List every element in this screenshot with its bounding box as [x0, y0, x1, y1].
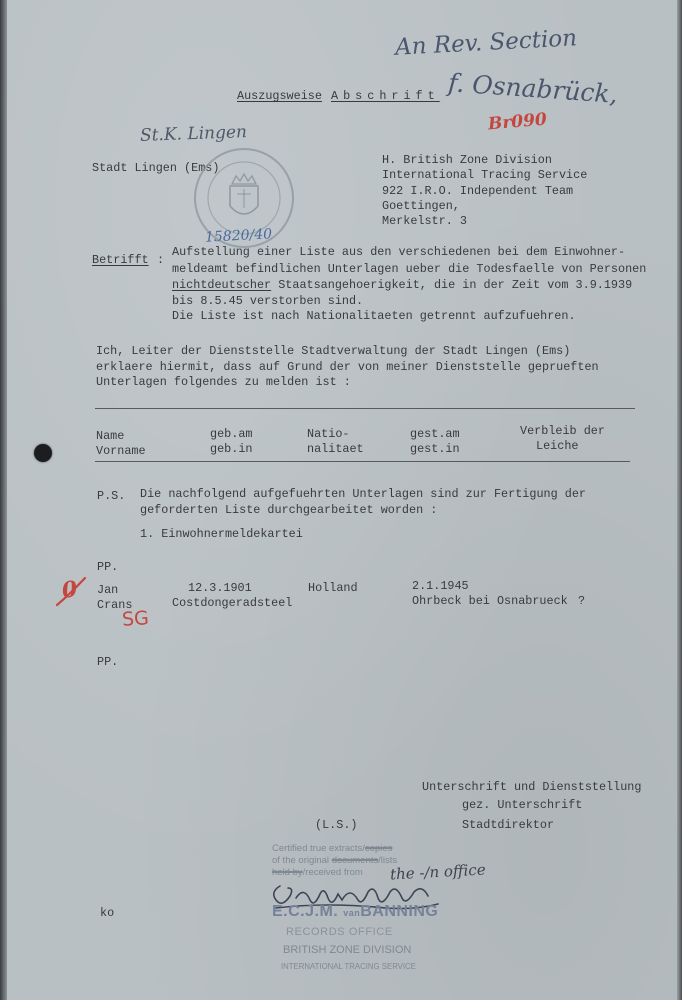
certifier-division: BRITISH ZONE DIVISION — [283, 944, 412, 956]
column-header: gest.in — [410, 442, 460, 456]
declaration-line: Unterlagen folgendes zu melden ist : — [96, 375, 351, 389]
handwritten-routing-line2: f. Osnabrück, — [447, 68, 619, 109]
handwritten-routing-line1: An Rev. Section — [394, 25, 578, 61]
subject-line-rest: Staatsangehoerigkeit, die in der Zeit vom 3.9.1939 — [271, 278, 633, 292]
certifier-service: INTERNATIONAL TRACING SERVICE — [281, 962, 416, 971]
table-cell-death-place: Ohrbeck bei Osnabrueck — [412, 594, 568, 608]
table-cell-vorname: Crans — [97, 598, 133, 612]
certification-struck: documents — [331, 855, 379, 866]
postscript-label: P.S. — [97, 489, 126, 503]
table-cell-death-date: 2.1.1945 — [412, 579, 469, 593]
recipient-line: Merkelstr. 3 — [382, 214, 467, 228]
seal-placeholder: (L.S.) — [315, 818, 358, 832]
recipient-line: International Tracing Service — [382, 168, 588, 182]
certification-handwritten-source: the -/n office — [389, 860, 487, 884]
subject-separator: : — [157, 253, 165, 267]
subject-label: Betrifft — [92, 253, 149, 267]
scan-left-edge — [0, 0, 7, 1000]
column-header: Vorname — [96, 444, 146, 458]
certifier-initials: E.C.J.M. — [272, 903, 339, 920]
table-header-rule — [95, 461, 630, 462]
table-cell-remains: ? — [578, 594, 586, 608]
recipient-line: Goettingen, — [382, 199, 460, 213]
certification-line — [272, 867, 363, 878]
signature-line: gez. Unterschrift — [462, 798, 583, 812]
declaration-line: Ich, Leiter der Dienststelle Stadtverwaltung der Stadt Lingen (Ems) — [96, 344, 571, 358]
column-header: geb.am — [210, 427, 253, 441]
certification-text: of the original — [272, 855, 332, 866]
column-header: nalitaet — [307, 442, 364, 456]
subject-line: Aufstellung einer Liste aus den verschiedenen bei dem Einwohner- — [172, 245, 626, 259]
signature-line: Stadtdirektor — [462, 818, 555, 832]
certifier-name — [272, 903, 438, 921]
red-mark: 0 — [60, 576, 80, 604]
column-header: Name — [96, 429, 125, 443]
postscript-line: geforderten Liste durchgearbeitet worden : — [140, 503, 438, 517]
document-heading-title: Abschrift — [331, 89, 440, 103]
column-header: Leiche — [536, 439, 579, 453]
pp-marker: PP. — [97, 560, 119, 574]
subject-line: meldeamt befindlichen Unterlagen ueber die Todesfaelle von Personen — [172, 262, 647, 276]
column-header: Verbleib der — [520, 424, 605, 438]
certification-line — [272, 843, 392, 854]
subject-emphasis: nichtdeutscher — [172, 278, 272, 292]
subject-line — [172, 278, 632, 292]
sender-name: Stadt Lingen (Ems) — [92, 161, 220, 175]
table-cell-nationality: Holland — [308, 581, 358, 595]
handwritten-place-note: St.K. Lingen — [139, 122, 248, 146]
certification-struck: held by — [272, 867, 303, 878]
table-cell-name: Jan — [97, 583, 119, 597]
certification-line — [272, 855, 397, 866]
certification-text: /received from — [302, 867, 363, 878]
column-header: geb.in — [210, 442, 253, 456]
certification-text: /lists — [378, 855, 398, 866]
punch-hole — [34, 444, 52, 462]
subject-line: Die Liste ist nach Nationalitaeten getrennt aufzufuehren. — [172, 309, 576, 323]
postscript-item: 1. Einwohnermeldekartei — [140, 527, 303, 541]
scan-right-edge — [677, 0, 682, 1000]
signature-line: Unterschrift und Dienststellung — [422, 780, 642, 794]
document-heading-prefix: Auszugsweise — [237, 89, 322, 103]
red-pencil-code: Br090 — [487, 109, 548, 135]
certifier-particle: van — [343, 908, 361, 918]
recipient-line: H. British Zone Division — [382, 153, 552, 167]
reference-number: 15820/40 — [204, 226, 273, 246]
column-header: gest.am — [410, 427, 460, 441]
certifier-surname: BANNING — [360, 903, 439, 920]
recipient-line: 922 I.R.O. Independent Team — [382, 184, 574, 198]
red-slash-mark — [52, 574, 88, 610]
certification-text: Certified true extracts/ — [272, 843, 365, 854]
table-cell-birth-place: Costdongeradsteel — [172, 596, 293, 610]
table-cell-birth-date: 12.3.1901 — [188, 581, 252, 595]
certifier-office: RECORDS OFFICE — [286, 926, 393, 938]
column-header: Natio- — [307, 427, 350, 441]
red-initials: SG — [121, 607, 150, 631]
postscript-line: Die nachfolgend aufgefuehrten Unterlagen sind zur Fertigung der — [140, 487, 586, 501]
declaration-line: erklaere hiermit, dass auf Grund der von meiner Dienststelle geprueften — [96, 360, 599, 374]
pp-marker: PP. — [97, 655, 119, 669]
typist-initials: ko — [100, 906, 115, 920]
table-top-rule — [95, 408, 635, 409]
certification-struck: copies — [364, 843, 393, 854]
subject-line: bis 8.5.45 verstorben sind. — [172, 294, 364, 308]
